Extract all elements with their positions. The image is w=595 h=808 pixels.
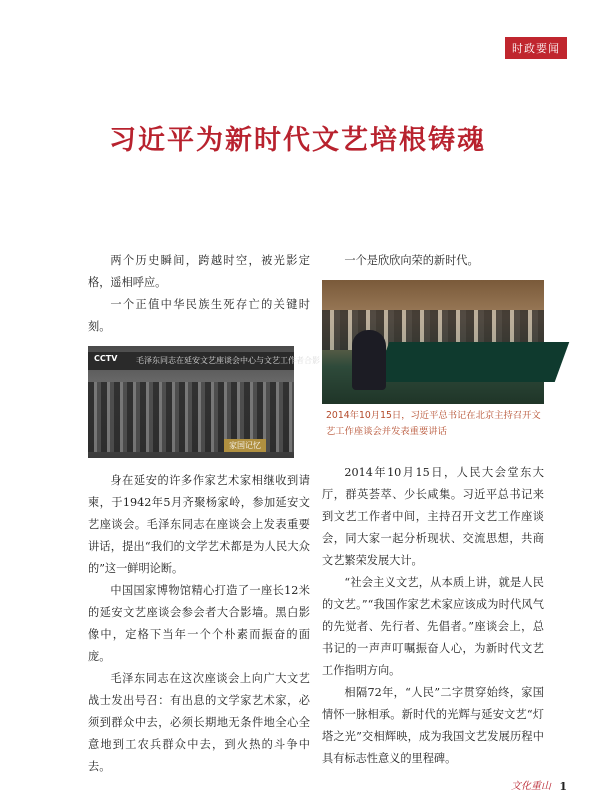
right-paragraph-2: 2014年10月15日，人民大会堂东大厅，群英荟萃、少长咸集。习近平总书记来到文艺工作者中间，主持召开文艺工作座谈会，同大家一起分析现状、交流思想，共商文艺繁荣发展大计。	[322, 466, 544, 567]
cctv-logo: CCTV	[94, 354, 118, 363]
page-number: 1	[559, 780, 567, 793]
section-tag: 时政要闻	[505, 37, 567, 59]
left-paragraph-2: 一个正值中华民族生死存亡的关键时刻。	[88, 298, 310, 333]
left-paragraph-3: 身在延安的许多作家艺术家相继收到请柬，于1942年5月齐聚杨家岭，参加延安文艺座谈会。毛泽东同志在座谈会上发表重要讲话，提出“我们的文学艺术都是为人民大众的”这一鲜明论断。	[88, 474, 310, 575]
magazine-mark: 文化重山	[511, 781, 551, 792]
right-paragraph-3: “社会主义文艺，从本质上讲，就是人民的文艺。”“我国作家艺术家应该成为时代风气的先觉者、先行者、先倡者。”座谈会上，总书记的一声声叮嘱振奋人心，为新时代文艺工作指明方向。	[322, 576, 544, 677]
photo-banner: 毛泽东同志在延安文艺座谈会中心与文艺工作者合影	[88, 352, 294, 370]
conference-table	[375, 342, 570, 382]
left-paragraph-5: 毛泽东同志在这次座谈会上向广大文艺战士发出号召：有出息的文学家艺术家，必须到群众中去，必须长期地无条件地全心全意地到工农兵群众中去，到火热的斗争中去。	[88, 672, 310, 773]
left-column	[88, 250, 310, 778]
left-paragraph-4: 中国国家博物馆精心打造了一座长12米的延安文艺座谈会参会者大合影墙。黑白影像中，定格下当年一个个朴素而振奋的面庞。	[88, 584, 310, 663]
left-paragraph-1: 两个历史瞬间，跨越时空，被光影定格，遥相呼应。	[88, 254, 310, 289]
right-paragraph-4: 相隔72年，“人民”二字贯穿始终，家国情怀一脉相承。新时代的光辉与延安文艺“灯塔之光”交相辉映，成为我国文艺发展历程中具有标志性意义的里程碑。	[322, 686, 544, 765]
speaker-figure	[352, 330, 386, 390]
article-title: 习近平为新时代文艺培根铸魂	[109, 125, 486, 156]
symposium-photo	[322, 280, 544, 404]
photo-caption: 2014年10月15日，习近平总书记在北京主持召开文艺工作座谈会并发表重要讲话	[326, 410, 541, 437]
right-paragraph-1: 一个是欣欣向荣的新时代。	[344, 254, 479, 267]
photo-badge: 家国记忆	[224, 439, 266, 452]
yanan-group-photo	[88, 346, 320, 458]
